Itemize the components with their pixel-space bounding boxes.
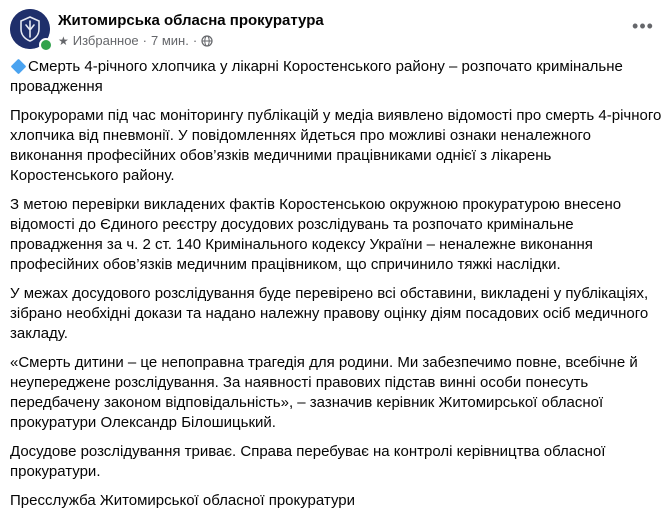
- page-name-link[interactable]: Житомирська обласна прокуратура: [58, 12, 324, 29]
- blue-diamond-icon: [11, 59, 27, 75]
- meta-separator-2: ·: [192, 33, 198, 48]
- globe-icon[interactable]: [201, 35, 213, 47]
- star-icon: ★: [58, 33, 69, 48]
- post-paragraph: «Смерть дитини – це непоправна трагедія для родини. Ми забезпечимо повне, всебічне й неупереджене розслідування. За наявності правових підстав винні особи понесуть передбачену законом відповідальність», – зазначив керівник Житомирської обласної прокуратури Олександр Білошицький.: [10, 354, 638, 431]
- post-paragraph: У межах досудового розслідування буде перевірено всі обставини, викладені у публікаціях, зібрано необхідні докази та надано належну правову оцінку діям посадових осіб медичного закладу.: [10, 285, 649, 342]
- post-meta: [58, 33, 213, 48]
- meta-separator: ·: [142, 33, 147, 48]
- favorite-label[interactable]: Избранное: [72, 33, 139, 48]
- post-title: Смерть 4-річного хлопчика у лікарні Коростенського району – розпочато кримінальне провадження: [10, 58, 623, 95]
- post-body: [10, 57, 662, 520]
- online-status-dot: [39, 38, 53, 52]
- post-paragraph: Прокурорами під час моніторингу публікацій у медіа виявлено відомості про смерть 4-річного хлопчика від пневмонії. У повідомленнях йдеться про можливі ознаки неналежного виконання професійних обов’язків медичними працівниками однієї з лікарень Коростенського району.: [10, 107, 662, 184]
- post-header: [10, 9, 660, 51]
- more-options-button[interactable]: [628, 11, 658, 41]
- more-options-icon: •••: [632, 15, 654, 36]
- post-title-paragraph: [10, 57, 662, 97]
- post-timestamp[interactable]: 7 мин.: [151, 33, 189, 48]
- post-paragraph: З метою перевірки викладених фактів Коростенською окружною прокуратурою внесено відомості до Єдиного реєстру досудових розслідувань та розпочато кримінальне провадження за ч. 2 ст. 140 Кримінального кодексу України – неналежне виконання професійних обов’язків медичним працівником, що спричинило тяжкі наслідки.: [10, 196, 622, 273]
- post-paragraph: Досудове розслідування триває. Справа перебуває на контролі керівництва обласної прокуратури.: [10, 443, 606, 480]
- post-signature: Пресслужба Житомирської обласної прокуратури: [10, 492, 356, 509]
